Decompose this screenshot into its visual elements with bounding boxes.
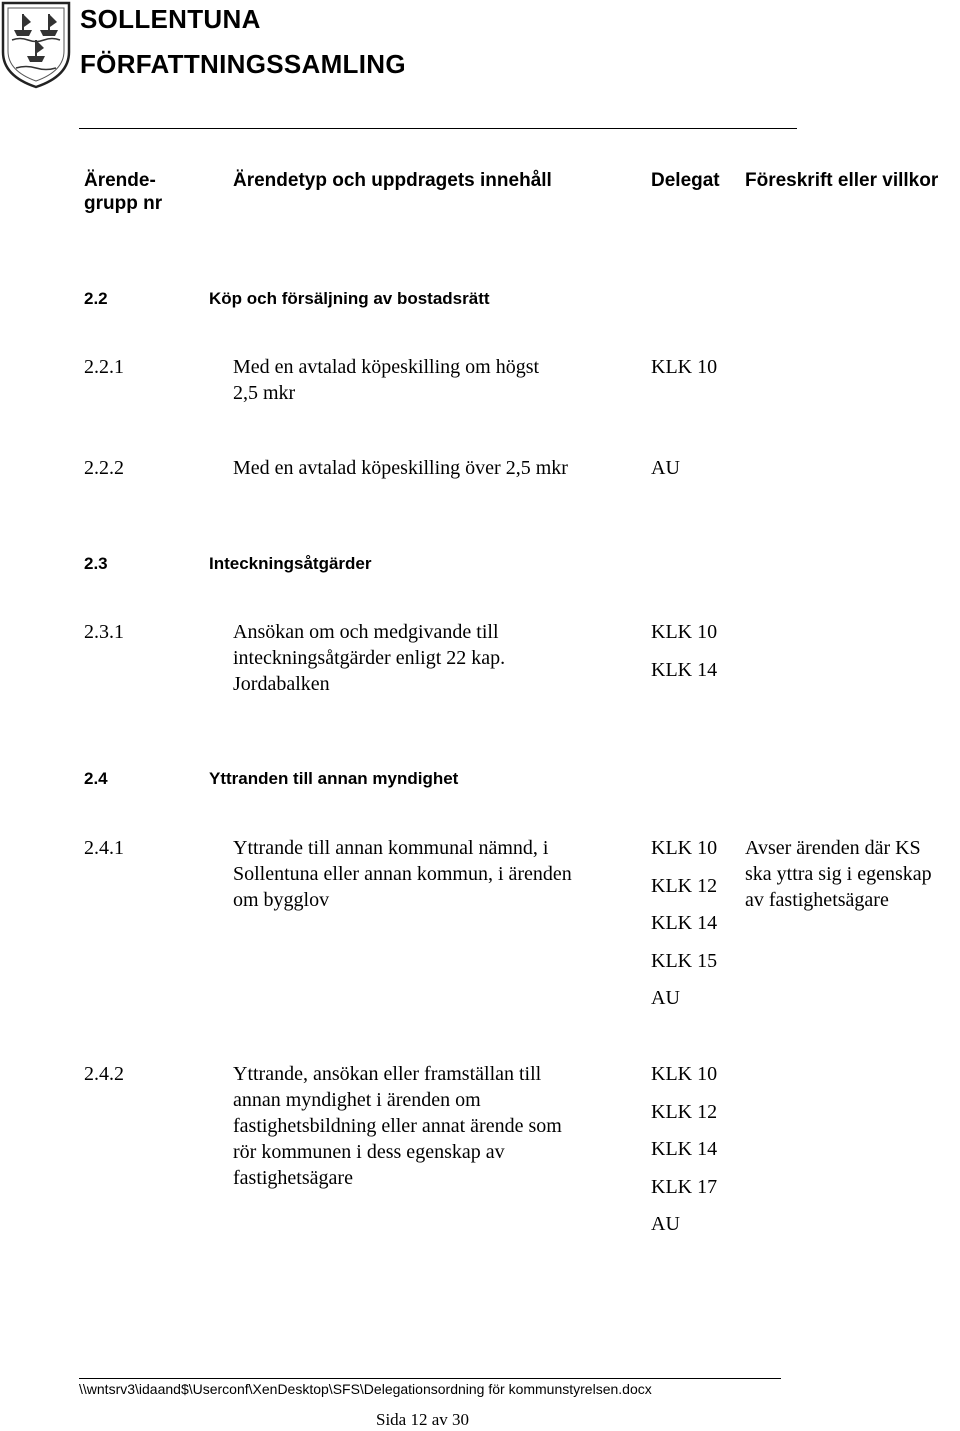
description-line: om bygglov [233, 889, 330, 911]
row-description [233, 835, 572, 913]
publication-title-line2: FÖRFATTNINGSSAMLING [80, 49, 406, 79]
description-line: Jordabalken [233, 673, 330, 695]
description-line: fastighetsägare [233, 1167, 353, 1189]
row-number: 2.3.1 [84, 621, 124, 643]
description-line: Yttrande, ansökan eller framställan till [233, 1063, 542, 1085]
description-line: rör kommunen i dess egenskap av [233, 1141, 505, 1163]
section-number: 2.2 [84, 289, 108, 308]
row-description [233, 455, 568, 481]
delegate-code: KLK 10 [651, 621, 718, 643]
description-line: Med en avtalad köpeskilling över 2,5 mkr [233, 457, 568, 479]
delegate-code: KLK 10 [651, 1063, 718, 1085]
row-delegate-list [651, 1061, 717, 1249]
condition-line: ska yttra sig i egenskap [745, 863, 932, 885]
delegate-code: AU [651, 1213, 680, 1235]
page-number: Sida 12 av 30 [376, 1410, 470, 1429]
header-divider [79, 128, 797, 129]
publication-title-line1: SOLLENTUNA [80, 4, 261, 34]
description-line: Ansökan om och medgivande till [233, 621, 499, 643]
section-number: 2.4 [84, 769, 108, 788]
row-condition [745, 835, 932, 913]
section-title: Köp och försäljning av bostadsrätt [209, 289, 490, 308]
delegate-code: AU [651, 987, 680, 1009]
description-line: Yttrande till annan kommunal nämnd, i [233, 837, 549, 859]
delegate-code: KLK 10 [651, 356, 718, 378]
delegate-code: KLK 15 [651, 949, 718, 972]
coat-of-arms-logo-icon [0, 0, 72, 90]
delegate-code: KLK 14 [651, 1138, 718, 1160]
row-number: 2.2.2 [84, 457, 124, 479]
row-description [233, 1061, 562, 1191]
row-number: 2.2.1 [84, 356, 124, 378]
delegate-code: KLK 14 [651, 912, 718, 934]
row-number: 2.4.2 [84, 1063, 124, 1085]
description-line: 2,5 mkr [233, 382, 296, 404]
footer-file-path: \\wntsrv3\idaand$\Userconf\XenDesktop\SFS\Delegationsordning för kommunstyrelsen.docx [79, 1381, 652, 1397]
row-description [233, 619, 505, 697]
description-line: annan myndighet i ärenden om [233, 1089, 481, 1111]
condition-line: Avser ärenden där KS [745, 837, 921, 859]
description-line: inteckningsåtgärder enligt 22 kap. [233, 647, 506, 669]
row-number: 2.4.1 [84, 837, 124, 859]
delegate-code: KLK 14 [651, 658, 718, 681]
column-header-case-group: Ärende- grupp nr [84, 170, 163, 214]
description-line: Sollentuna eller annan kommun, i ärenden [233, 863, 572, 885]
delegate-code: KLK 12 [651, 1100, 718, 1123]
delegate-code: KLK 17 [651, 1175, 718, 1198]
footer-divider [79, 1378, 781, 1379]
column-header-case-type: Ärendetyp och uppdragets innehåll [233, 170, 552, 191]
section-title: Yttranden till annan myndighet [209, 769, 459, 788]
delegate-code: AU [651, 457, 680, 479]
row-delegate-list [651, 354, 717, 392]
row-delegate-list [651, 619, 717, 694]
delegate-code: KLK 12 [651, 874, 718, 897]
column-header-delegate: Delegat [651, 170, 720, 191]
row-delegate-list [651, 835, 717, 1023]
row-description [233, 354, 539, 406]
description-line: fastighetsbildning eller annat ärende som [233, 1115, 562, 1137]
section-number: 2.3 [84, 554, 108, 573]
description-line: Med en avtalad köpeskilling om högst [233, 356, 540, 378]
column-header-condition: Föreskrift eller villkor [745, 170, 939, 191]
condition-line: av fastighetsägare [745, 889, 889, 911]
row-delegate-list [651, 455, 680, 493]
delegate-code: KLK 10 [651, 837, 718, 859]
section-title: Inteckningsåtgärder [209, 554, 372, 573]
